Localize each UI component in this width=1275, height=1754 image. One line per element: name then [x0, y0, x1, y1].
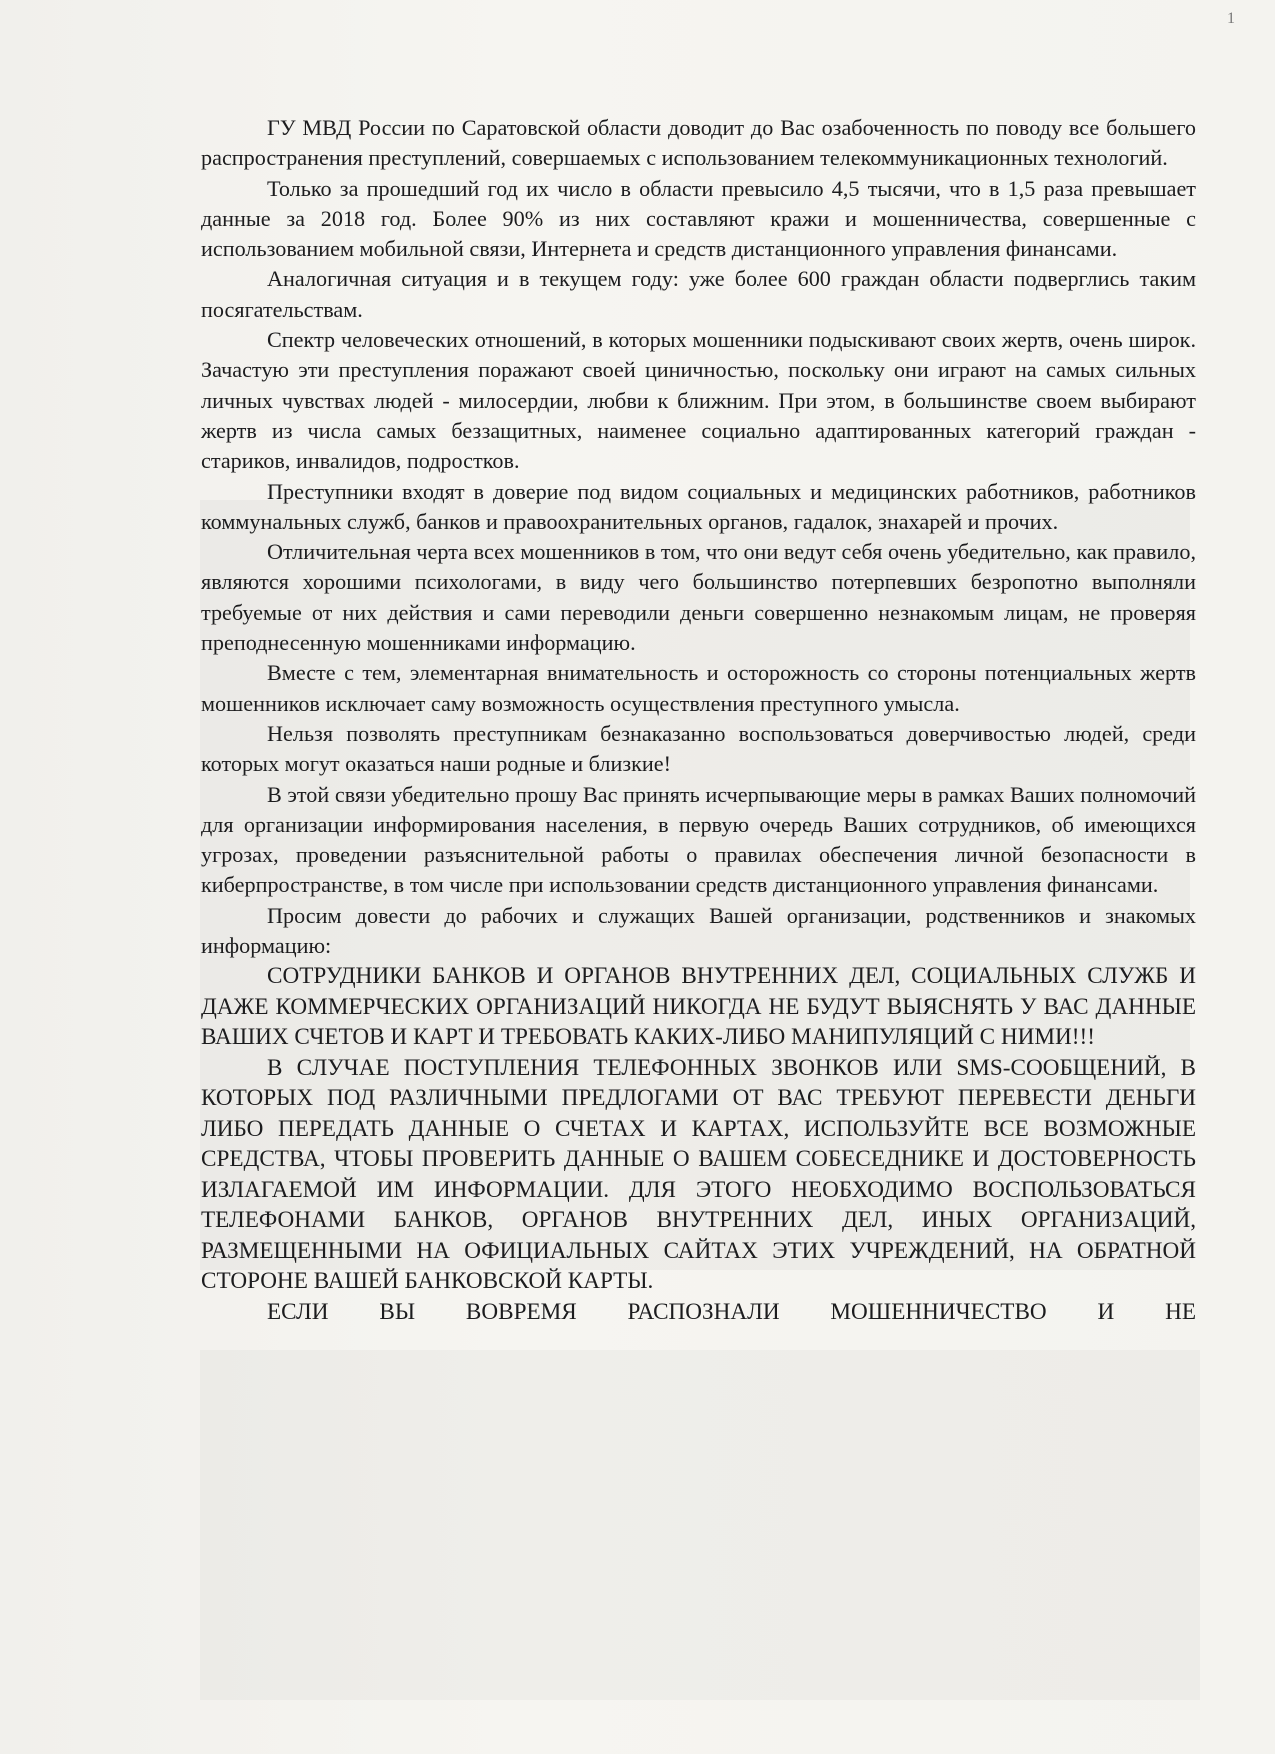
paragraph: Просим довести до рабочих и служащих Вашей организации, родственников и знакомых информацию: — [201, 902, 1196, 959]
paragraph: Вместе с тем, элементарная внимательность и осторожность со стороны потенциальных жертв мошенников исключает саму возможность осуществления преступного умысла. — [201, 660, 1196, 716]
page-number: 1 — [1227, 10, 1235, 27]
caps-warning-paragraph: СОТРУДНИКИ БАНКОВ И ОРГАНОВ ВНУТРЕННИХ ДЕЛ, СОЦИАЛЬНЫХ СЛУЖБ И ДАЖЕ КОММЕРЧЕСКИХ ОРГАНИЗАЦИЙ НИКОГДА НЕ БУДУТ ВЫЯСНЯТЬ У ВАС ДАННЫЕ ВАШИХ СЧЕТОВ И КАРТ И ТРЕБОВАТЬ КАКИХ-ЛИБО МАНИПУЛЯЦИЙ С НИМИ!!! — [201, 963, 1196, 1051]
paragraph: Нельзя позволять преступникам безнаказанно воспользоваться доверчивостью людей, среди которых могут оказаться наши родные и близкие! — [201, 720, 1196, 777]
paragraph: В этой связи убедительно прошу Вас принять исчерпывающие меры в рамках Ваших полномочий для организации информирования населения, в первую очередь Ваших сотрудников, об имеющихся угрозах, проведении разъяснительной работы о правилах обеспечения личной безопасности в киберпространстве, в том числе при использовании средств дистанционного управления финансами. — [201, 781, 1196, 898]
paragraph: Отличительная черта всех мошенников в том, что они ведут себя очень убедительно, как правило, являются хорошими психологами, в виду чего большинство потерпевших безропотно выполняли требуемые от них действия и сами переводили деньги совершенно незнакомым лицам, не проверяя преподнесенную мошенниками информацию. — [201, 539, 1196, 656]
paragraph: Спектр человеческих отношений, в которых мошенники подыскивают своих жертв, очень широк. Зачастую эти преступления поражают своей циничностью, поскольку они играют на самых сильных личных чувствах людей - милосердии, любви к ближним. При этом, в большинстве своем выбирают жертв из числа самых беззащитных, наименее социально адаптированных категорий граждан - стариков, инвалидов, подростков. — [201, 327, 1196, 474]
caps-warning-paragraph: ЕСЛИ ВЫ ВОВРЕМЯ РАСПОЗНАЛИ МОШЕННИЧЕСТВО И НЕ — [267, 1298, 1196, 1325]
paragraph: Преступники входят в доверие под видом социальных и медицинских работников, работников коммунальных служб, банков и правоохранительных органов, гадалок, знахарей и прочих. — [201, 478, 1196, 534]
caps-warning-paragraph: В СЛУЧАЕ ПОСТУПЛЕНИЯ ТЕЛЕФОННЫХ ЗВОНКОВ ИЛИ SMS-СООБЩЕНИЙ, В КОТОРЫХ ПОД РАЗЛИЧНЫМИ ПРЕДЛОГАМИ ОТ ВАС ТРЕБУЮТ ПЕРЕВЕСТИ ДЕНЬГИ ЛИБО ПЕРЕДАТЬ ДАННЫЕ О СЧЕТАХ И КАРТАХ, ИСПОЛЬЗУЙТЕ ВСЕ ВОЗМОЖНЫЕ СРЕДСТВА, ЧТОБЫ ПРОВЕРИТЬ ДАННЫЕ О ВАШЕМ СОБЕСЕДНИКЕ И ДОСТОВЕРНОСТЬ ИЗЛАГАЕМОЙ ИМ ИНФОРМАЦИИ. ДЛЯ ЭТОГО НЕОБХОДИМО ВОСПОЛЬЗОВАТЬСЯ ТЕЛЕФОНАМИ БАНКОВ, ОРГАНОВ ВНУТРЕННИХ ДЕЛ, ИНЫХ ОРГАНИЗАЦИЙ, РАЗМЕЩЕННЫМИ НА ОФИЦИАЛЬНЫХ САЙТАХ ЭТИХ УЧРЕЖДЕНИЙ, НА ОБРАТНОЙ СТОРОНЕ ВАШЕЙ БАНКОВСКОЙ КАРТЫ. — [201, 1054, 1196, 1295]
paragraph: Аналогичная ситуация и в текущем году: уже более 600 граждан области подверглись таким посягательствам. — [201, 266, 1196, 322]
paragraph: ГУ МВД России по Саратовской области доводит до Вас озабоченность по поводу все большего распространения преступлений, совершаемых с использованием телекоммуникационных технологий. — [201, 115, 1196, 171]
reverse-side-show-through-lower — [200, 1350, 1200, 1700]
letter-body — [201, 113, 1196, 1327]
paragraph: Только за прошедший год их число в области превысило 4,5 тысячи, что в 1,5 раза превышает данные за 2018 год. Более 90% из них составляют кражи и мошенничества, совершенные с использованием мобильной связи, Интернета и средств дистанционного управления финансами. — [201, 175, 1196, 262]
